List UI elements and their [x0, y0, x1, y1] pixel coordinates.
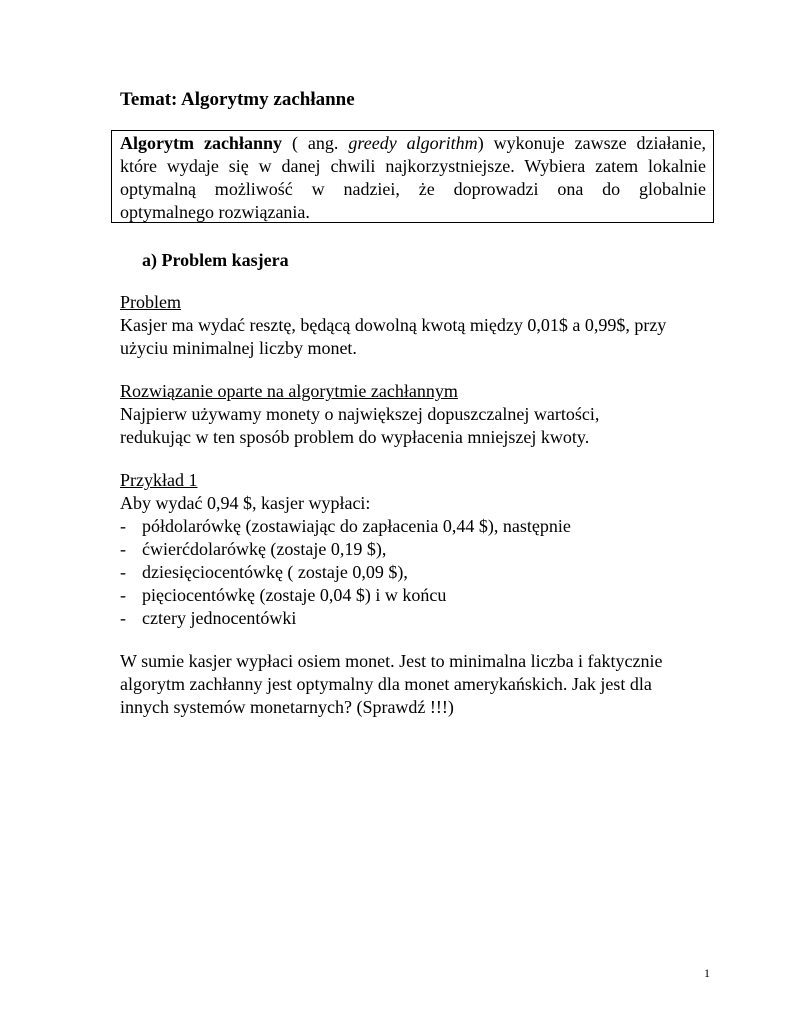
example-label: Przykład 1 [120, 470, 198, 490]
list-bullet: - [120, 608, 126, 628]
list-item [120, 607, 571, 630]
example-intro: Aby wydać 0,94 $, kasjer wypłaci: [120, 493, 371, 513]
definition-line-3: optymalną możliwość w nadziei, że doprowadzi ona do globalnie [120, 179, 706, 199]
list-item-text: półdolarówkę (zostawiając do zapłacenia 0,44 $), następnie [142, 516, 571, 536]
definition-box [111, 130, 714, 223]
page-number: 1 [704, 966, 710, 980]
list-item [120, 515, 571, 538]
problem-block [120, 291, 666, 360]
problem-label: Problem [120, 292, 181, 312]
summary-line: W sumie kasjer wypłaci osiem monet. Jest to minimalna liczba i faktycznie [120, 651, 663, 671]
list-item-text: dziesięciocentówkę ( zostaje 0,09 $), [142, 562, 408, 582]
problem-line: użyciu minimalnej liczby monet. [120, 338, 357, 358]
list-item [120, 584, 571, 607]
summary-line: innych systemów monetarnych? (Sprawdź !!!) [120, 697, 454, 717]
summary-line: algorytm zachłanny jest optymalny dla monet amerykańskich. Jak jest dla [120, 674, 652, 694]
definition-english-term: greedy algorithm [348, 133, 478, 153]
list-item-text: cztery jednocentówki [142, 608, 297, 628]
definition-line-2: które wydaje się w danej chwili najkorzystniejsze. Wybiera zatem lokalnie [120, 156, 706, 176]
list-item-text: ćwierćdolarówkę (zostaje 0,19 $), [142, 539, 387, 559]
list-bullet: - [120, 562, 126, 582]
definition-line-4: optymalnego rozwiązania. [120, 202, 310, 222]
solution-block [120, 380, 599, 449]
list-item [120, 561, 571, 584]
solution-line: redukując w ten sposób problem do wypłacenia mniejszej kwoty. [120, 427, 590, 447]
definition-line-1-rest: ) wykonuje zawsze działanie, [477, 133, 707, 153]
list-bullet: - [120, 539, 126, 559]
solution-label: Rozwiązanie oparte na algorytmie zachłannym [120, 381, 458, 401]
section-heading-problem-kasjera: a) Problem kasjera [142, 250, 289, 270]
example-block [120, 469, 571, 630]
definition-term: Algorytm zachłanny [120, 133, 282, 153]
summary-block [120, 650, 663, 719]
definition-paren: ( ang. [281, 133, 349, 153]
list-bullet: - [120, 516, 126, 536]
list-bullet: - [120, 585, 126, 605]
page-title: Temat: Algorytmy zachłanne [120, 89, 355, 110]
definition-line-1 [120, 132, 706, 155]
problem-line: Kasjer ma wydać resztę, będącą dowolną kwotą między 0,01$ a 0,99$, przy [120, 315, 667, 335]
list-item [120, 538, 571, 561]
list-item-text: pięciocentówkę (zostaje 0,04 $) i w końcu [142, 585, 447, 605]
solution-line: Najpierw używamy monety o największej dopuszczalnej wartości, [120, 404, 600, 424]
